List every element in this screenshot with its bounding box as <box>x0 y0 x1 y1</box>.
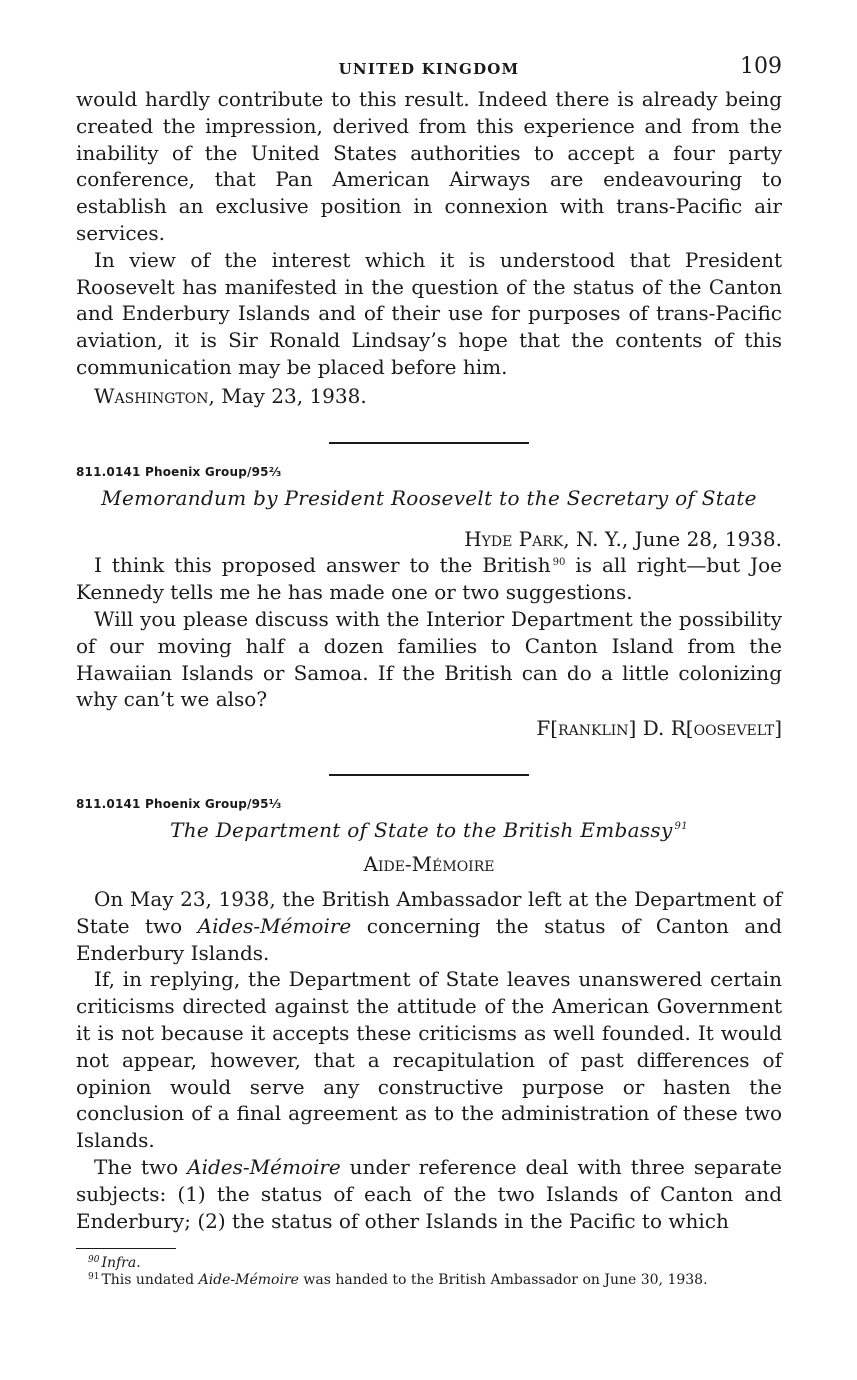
paragraph: would hardly contribute to this result. Indeed there is already being created the impression, derived from this experience and from the inability of the United States authorities to accept a four party conference, that Pan American Airways are endeavouring to establish an exclusive position in connexion with trans-Pacific air services. <box>76 87 782 245</box>
signature <box>76 715 782 742</box>
section-divider <box>329 442 529 444</box>
document-subheading: Aide-Mémoire <box>363 851 495 876</box>
signature-part: F[ <box>536 716 559 741</box>
footnote-divider <box>76 1248 176 1249</box>
dateline-place: Washington <box>94 383 209 408</box>
footnote-text: This undated <box>101 1272 199 1289</box>
section-british-note-ending <box>76 86 782 410</box>
section-aide-memoire <box>76 796 782 1234</box>
date: , N. Y., June 28, 1938. <box>563 526 782 551</box>
footnote-reference: 91 <box>674 821 688 833</box>
paragraph-text: On May 23, 1938, the British Ambassador left at the Department of State two <box>76 886 782 938</box>
dateline-date: , May 23, 1938. <box>208 383 367 408</box>
signature-part: oosevelt <box>693 716 775 741</box>
paragraph <box>76 552 782 606</box>
paragraph: Will you please discuss with the Interior Department the possibility of our moving half a dozen families to Canton Island from the Hawaiian Islands or Samoa. If the British can do a little colonizing why can’t we also? <box>76 606 782 712</box>
paragraph-text: under reference deal with three separate subjects: (1) the status of each of the two Islands of Canton and Enderbury; (2) the status of other Islands in the Pacific to which <box>76 1154 782 1233</box>
page-number: 109 <box>740 54 782 79</box>
title-text: The Department of State to the British Embassy <box>170 817 673 842</box>
paragraph <box>76 1154 782 1234</box>
footnote-italic: Aide-Mémoire <box>198 1272 299 1289</box>
signature-part: ] <box>774 716 782 741</box>
footnote-reference: 90 <box>552 556 566 568</box>
paragraph-text: is all right—but Joe Kennedy tells me he has made one or two suggestions. <box>76 553 782 605</box>
footnote-text: was handed to the British Ambassador on June 30, 1938. <box>298 1272 708 1289</box>
section-divider <box>329 774 529 776</box>
paragraph-italic: Aides-Mémoire <box>187 1154 341 1179</box>
paragraph-italic: Aides-Mémoire <box>197 913 352 938</box>
place-date-line <box>76 526 782 553</box>
place: Hyde Park <box>464 526 564 551</box>
footnote-mark: 90 <box>88 1254 100 1265</box>
running-title: UNITED KINGDOM <box>338 60 520 78</box>
document-title: Memorandum by President Roosevelt to the Secretary of State <box>101 485 757 510</box>
signature-part: ranklin <box>558 716 629 741</box>
footnote-90 <box>76 1255 782 1272</box>
paragraph: If, in replying, the Department of State leaves unanswered certain criticisms directed against the attitude of the American Government it is not because it accepts these criticisms as well founded. It would not appear, however, that a recapitulation of past differences of opinion would serve any constructive purpose or hasten the conclusion of a final agreement as to the administration of these two Islands. <box>76 967 782 1153</box>
dateline <box>76 383 782 410</box>
paragraph-text: The two <box>94 1154 188 1179</box>
section-roosevelt-memorandum <box>76 464 782 742</box>
paragraph: In view of the interest which it is understood that President Roosevelt has manifested in the question of the status of the Canton and Enderbury Islands and of their use for purposes of trans-Pacific aviation, it is Sir Ronald Lindsay’s hope that the contents of this communication may be placed before him. <box>76 247 782 379</box>
paragraph-text: I think this proposed answer to the British <box>94 553 551 578</box>
footnote-91 <box>76 1272 782 1289</box>
paragraph <box>76 886 782 966</box>
document-page <box>76 52 782 1289</box>
file-number: 811.0141 Phoenix Group/95⅔ <box>76 464 282 479</box>
document-title <box>76 816 782 844</box>
footnote-mark: 91 <box>88 1271 100 1282</box>
signature-part: ] D. R[ <box>628 716 694 741</box>
paragraph-text: concerning the status of Canton and Enderbury Islands. <box>76 913 782 965</box>
file-number: 811.0141 Phoenix Group/95⅓ <box>76 796 282 811</box>
footnotes <box>76 1255 782 1289</box>
running-header <box>76 52 782 86</box>
footnote-text: Infra. <box>101 1255 141 1272</box>
